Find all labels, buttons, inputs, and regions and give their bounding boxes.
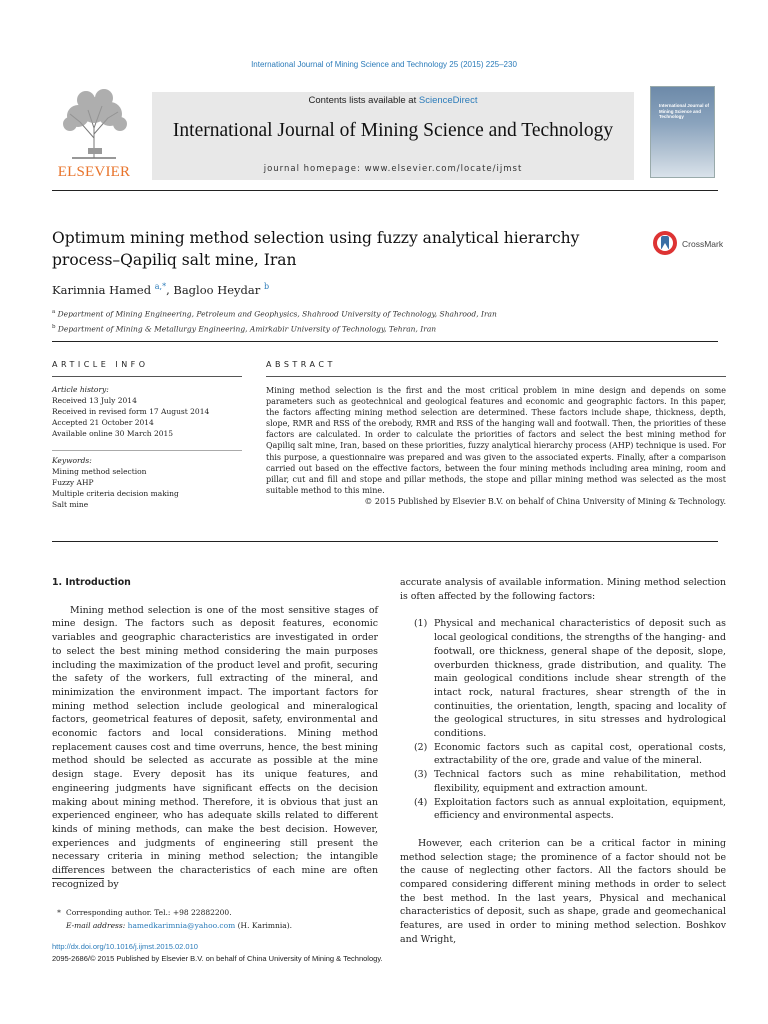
issn-copyright: 2095-2686/© 2015 Published by Elsevier B.V. on behalf of China University of Mining & Technology. <box>52 954 383 963</box>
abstract-copyright: © 2015 Published by Elsevier B.V. on behalf of China University of Mining & Technology. <box>364 496 726 506</box>
journal-homepage[interactable]: journal homepage: www.elsevier.com/locate/ijmst <box>263 164 523 174</box>
journal-banner <box>152 92 634 180</box>
article-info-rule <box>52 376 242 377</box>
doi-link[interactable]: http://dx.doi.org/10.1016/j.ijmst.2015.02.010 <box>52 942 198 951</box>
journal-citation[interactable]: International Journal of Mining Science and Technology 25 (2015) 225–230 <box>251 60 517 69</box>
elsevier-tree-icon <box>58 88 130 160</box>
header-rule <box>52 190 718 191</box>
section-heading: 1. Introduction <box>52 577 131 588</box>
left-column <box>52 576 378 891</box>
keywords-label: Keywords: <box>52 456 92 465</box>
contents-line <box>152 95 634 106</box>
keyword-item: Fuzzy AHP <box>52 478 94 487</box>
footnote-star: * <box>57 908 61 917</box>
intro-paragraph-2: However, each criterion can be a critical factor in mining method selection stage; the prominence of a factor should not be the cause of neglecting other factors. All the factors should be compared considering different mining methods in order to select the best method. In the last years, Physical and mechanical characteristics of deposit, such as shape, grade and geomechanical features, are used in order to mining method selection. Boshkov and Wright, <box>400 837 726 945</box>
keywords-rule <box>52 450 242 451</box>
revised-date: Received in revised form 17 August 2014 <box>52 407 210 416</box>
author-line <box>52 282 269 297</box>
cover-title: International Journal of Mining Science and Technology <box>659 103 710 119</box>
abstract-body <box>266 385 726 507</box>
keywords-block <box>52 455 242 510</box>
author-1-affil[interactable]: a,* <box>154 282 167 291</box>
intro-paragraph-1: Mining method selection is one of the most sensitive stages of mine design. The factors such as deposit features, economic variables and geographic characteristics are investigated in order to select the best mining method considering the main purposes including the maximization of the product level and profit, securing the safety of the workers, full extracting of the mineral, and minimization the environment impact. The important factors for mining method selection include geological and mineralogical factors, geometrical features of deposit, safety, environmental and economic factors and local considerations. Mining method replacement causes cost and time overruns, hence, the best mining method should be selected as accurate as possible at the mine design stage. Every deposit has its unique features, and engineering judgments have significant effects on the decision making about mining method. Therefore, it is obvious that just an experienced engineer, who has adequate skills related to different kinds of mining methods, can make the best decision. However, experiences and judgments of engineering still present the necessary criteria in mining method selection; the intangible differences between the characteristics of each mine are often recognized by <box>52 604 378 890</box>
keyword-item: Multiple criteria decision making <box>52 489 179 498</box>
contents-prefix: Contents lists available at <box>308 95 419 106</box>
author-separator: , Bagloo Heydar <box>166 282 264 297</box>
online-date: Available online 30 March 2015 <box>52 429 174 438</box>
history-label: Article history: <box>52 385 109 394</box>
email-link[interactable]: hamedkarimnia@yahoo.com <box>127 921 236 930</box>
crossmark-label: CrossMark <box>682 239 724 249</box>
elsevier-wordmark: ELSEVIER <box>57 164 131 180</box>
accepted-date: Accepted 21 October 2014 <box>52 418 154 427</box>
elsevier-logo <box>52 88 136 184</box>
intro-paragraph-continued: accurate analysis of available information. Mining method selection is often affected by the following factors: <box>400 577 726 602</box>
footnote-rule <box>52 878 104 879</box>
keyword-item: Mining method selection <box>52 467 147 476</box>
crossmark-badge[interactable] <box>652 230 732 258</box>
email-suffix: (H. Karimnia). <box>235 921 293 930</box>
keyword-item: Salt mine <box>52 500 89 509</box>
article-title <box>52 227 622 271</box>
author-2-affil[interactable]: b <box>263 282 270 291</box>
email-label: E-mail address: <box>66 921 128 930</box>
abstract-rule <box>266 376 726 377</box>
list-item: (2) Economic factors such as capital cost, operational costs, extractability of the ore, grade and value of the mineral. <box>414 741 726 767</box>
list-item: (4) Exploitation factors such as annual exploitation, equipment, efficiency and environmental aspects. <box>414 796 726 822</box>
journal-title: International Journal of Mining Science and Technology <box>172 120 614 141</box>
corresponding-footnote <box>52 906 382 932</box>
abstract-bottom-rule <box>52 541 718 542</box>
affiliations <box>52 306 497 335</box>
article-info-heading: ARTICLE INFO <box>52 360 149 369</box>
list-item: (3) Technical factors such as mine rehabilitation, method flexibility, equipment and extraction amount. <box>414 769 726 794</box>
sciencedirect-link[interactable]: ScienceDirect <box>418 95 478 106</box>
corresponding-author: Corresponding author. Tel.: +98 22882200. <box>66 908 232 917</box>
article-title-line-2: process–Qapiliq salt mine, Iran <box>52 251 297 269</box>
author-1: Karimnia Hamed <box>52 282 155 297</box>
abstract-heading: ABSTRACT <box>266 360 336 369</box>
affiliation-rule <box>52 341 718 342</box>
received-date: Received 13 July 2014 <box>52 396 137 405</box>
affiliation-b: $^b$ Department of Mining & Metallurgy Engineering, Amirkabir University of Technology, Tehran, Iran <box>52 323 437 333</box>
journal-cover-image <box>650 86 715 178</box>
right-column <box>400 576 726 947</box>
list-item: (1) Physical and mechanical characteristics of deposit such as local geological conditions, the strengths of the hanging- and footwall, ore thickness, general shape of the deposit, slope, overburden thickness, grade distribution, and quality. The main geological conditions include shear strength of the intact rock, natural fractures, shear strength of the in continuities, the orientation, length, spacing and locality of the geological structures, in situ stresses and hydrological conditions. <box>414 618 726 740</box>
abstract-paragraph: Mining method selection is the first and the most critical problem in mine design and depends on some parameters such as geotechnical and geological features and economic and geographic factors. In this paper, the factors affecting mining method selection are determined. These factors include shape, thickness, depth, slope, RMR and RSS of the orebody, RMR and RSS of the hanging wall and footwall. Then, the priorities of these factors are calculated. In order to calculate the priorities of factors and select the best mining method for Qapiliq salt mine, Iran, based on these priorities, fuzzy analytical hierarchy process (AHP) technique is used. For this purpose, a questionnaire was prepared and was given to the associated experts. Finally, after a comparison carried out based on the effective factors, between the four mining methods including area mining, room and pillar, cut and fill and stope and pillar methods, the stope and pillar mining method was selected as the most suitable method to this mine. <box>266 386 726 495</box>
factor-list <box>414 617 726 823</box>
article-history <box>52 384 242 439</box>
crossmark-icon <box>652 230 678 256</box>
affiliation-a: $^a$ Department of Mining Engineering, Petroleum and Geophysics, Shahrood University of Technology, Shahrood, Iran <box>52 309 497 319</box>
article-title-line-1: Optimum mining method selection using fuzzy analytical hierarchy <box>52 229 580 247</box>
